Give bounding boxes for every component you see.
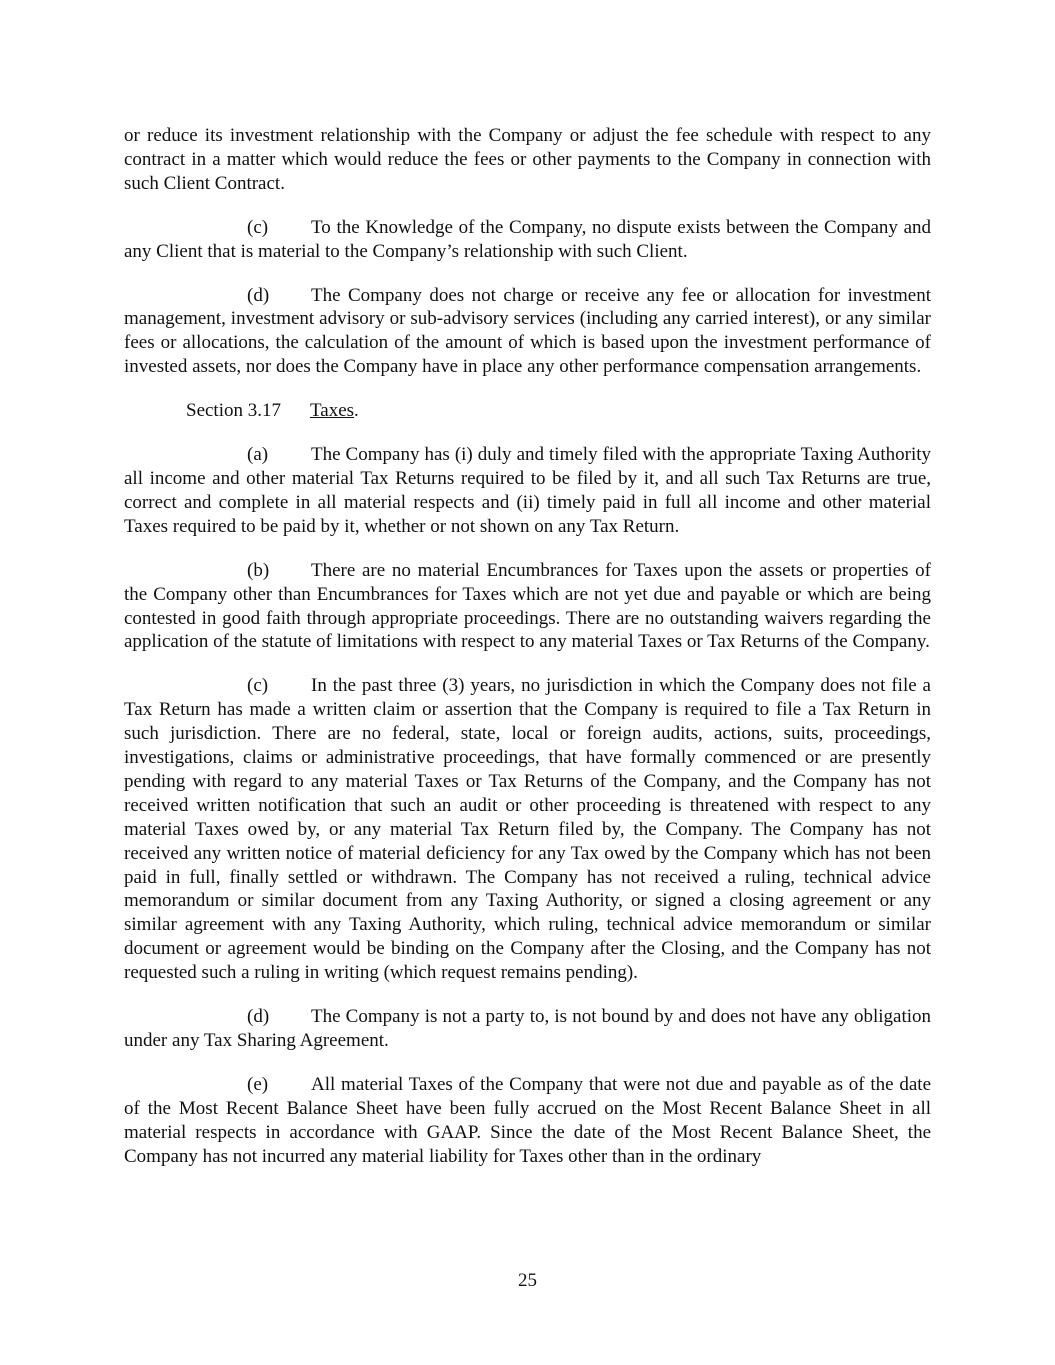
- tax-paragraph-b: [124, 559, 931, 655]
- section-number: Section 3.17: [186, 400, 281, 422]
- page-number: 25: [518, 1270, 537, 1291]
- section-title: Taxes: [310, 400, 355, 422]
- paragraph-label: (e): [247, 1073, 269, 1095]
- paragraph-label: (d): [247, 1006, 270, 1028]
- paragraph-text: To the Knowledge of the Company, no dispute exists between the Company and any Client that is material to the Company’s relationship with such Client.: [124, 216, 931, 262]
- paragraph-label: (b): [247, 559, 270, 581]
- tax-paragraph-a: [124, 443, 931, 539]
- section-heading: [186, 399, 931, 423]
- paragraph-text: The Company does not charge or receive any fee or allocation for investment management, investment advisory or sub-advisory services (including any carried interest), or any similar fees or allocations, the calculation of the amount of which is based upon the investment performance of invested assets, nor does the Company have in place any other performance compensation arrangements.: [124, 284, 931, 378]
- paragraph-label: (c): [247, 216, 269, 238]
- paragraph-d-fees: [124, 284, 931, 380]
- paragraph-label: (d): [247, 284, 270, 306]
- section-title-period: .: [354, 400, 359, 422]
- paragraph-text: In the past three (3) years, no jurisdiction in which the Company does not file a Tax Return has made a written claim or assertion that the Company is required to file a Tax Return in such jurisdiction. There are no federal, state, local or foreign audits, actions, suits, proceedings, investigations, claims or administrative proceedings, that have formally commenced or are presently pending with regard to any material Taxes or Tax Returns of the Company, and the Company has not received written notification that such an audit or other proceeding is threatened with respect to any material Taxes owed by, or any material Tax Return filed by, the Company. The Company has not received any written notice of material deficiency for any Tax owed by the Company which has not been paid in full, finally settled or withdrawn. The Company has not received a ruling, technical advice memorandum or similar document from any Taxing Authority, or signed a closing agreement or any similar agreement with any Taxing Authority, which ruling, technical advice memorandum or similar document or agreement would be binding on the Company after the Closing, and the Company has not requested such a ruling in writing (which request remains pending).: [124, 675, 931, 984]
- paragraph-text: The Company is not a party to, is not bound by and does not have any obligation under any Tax Sharing Agreement.: [124, 1006, 931, 1051]
- paragraph-c-clients: [124, 216, 931, 264]
- paragraph-text: There are no material Encumbrances for Taxes upon the assets or properties of the Company other than Encumbrances for Taxes which are not yet due and payable or which are being contested in good faith through appropriate proceedings. There are no outstanding waivers regarding the application of the statute of limitations with respect to any material Taxes or Tax Returns of the Company.: [124, 559, 931, 653]
- tax-paragraph-e: [124, 1073, 931, 1169]
- document-page: [124, 124, 931, 1169]
- paragraph-text: The Company has (i) duly and timely filed with the appropriate Taxing Authority all income and other material Tax Returns required to be filed by it, and all such Tax Returns are true, correct and complete in all material respects and (ii) timely paid in full all income and other material Taxes required to be paid by it, whether or not shown on any Tax Return.: [124, 444, 931, 537]
- paragraph-text: All material Taxes of the Company that were not due and payable as of the date of the Most Recent Balance Sheet have been fully accrued on the Most Recent Balance Sheet in all material respects in accordance with GAAP. Since the date of the Most Recent Balance Sheet, the Company has not incurred any material liability for Taxes other than in the ordinary: [124, 1073, 931, 1167]
- paragraph-continuation: or reduce its investment relationship with the Company or adjust the fee schedule with respect to any contract in a matter which would reduce the fees or other payments to the Company in connection with such Client Contract.: [124, 125, 931, 194]
- tax-paragraph-d: [124, 1005, 931, 1053]
- tax-paragraph-c: [124, 674, 931, 985]
- paragraph-label: (c): [247, 675, 269, 697]
- paragraph-label: (a): [247, 444, 269, 466]
